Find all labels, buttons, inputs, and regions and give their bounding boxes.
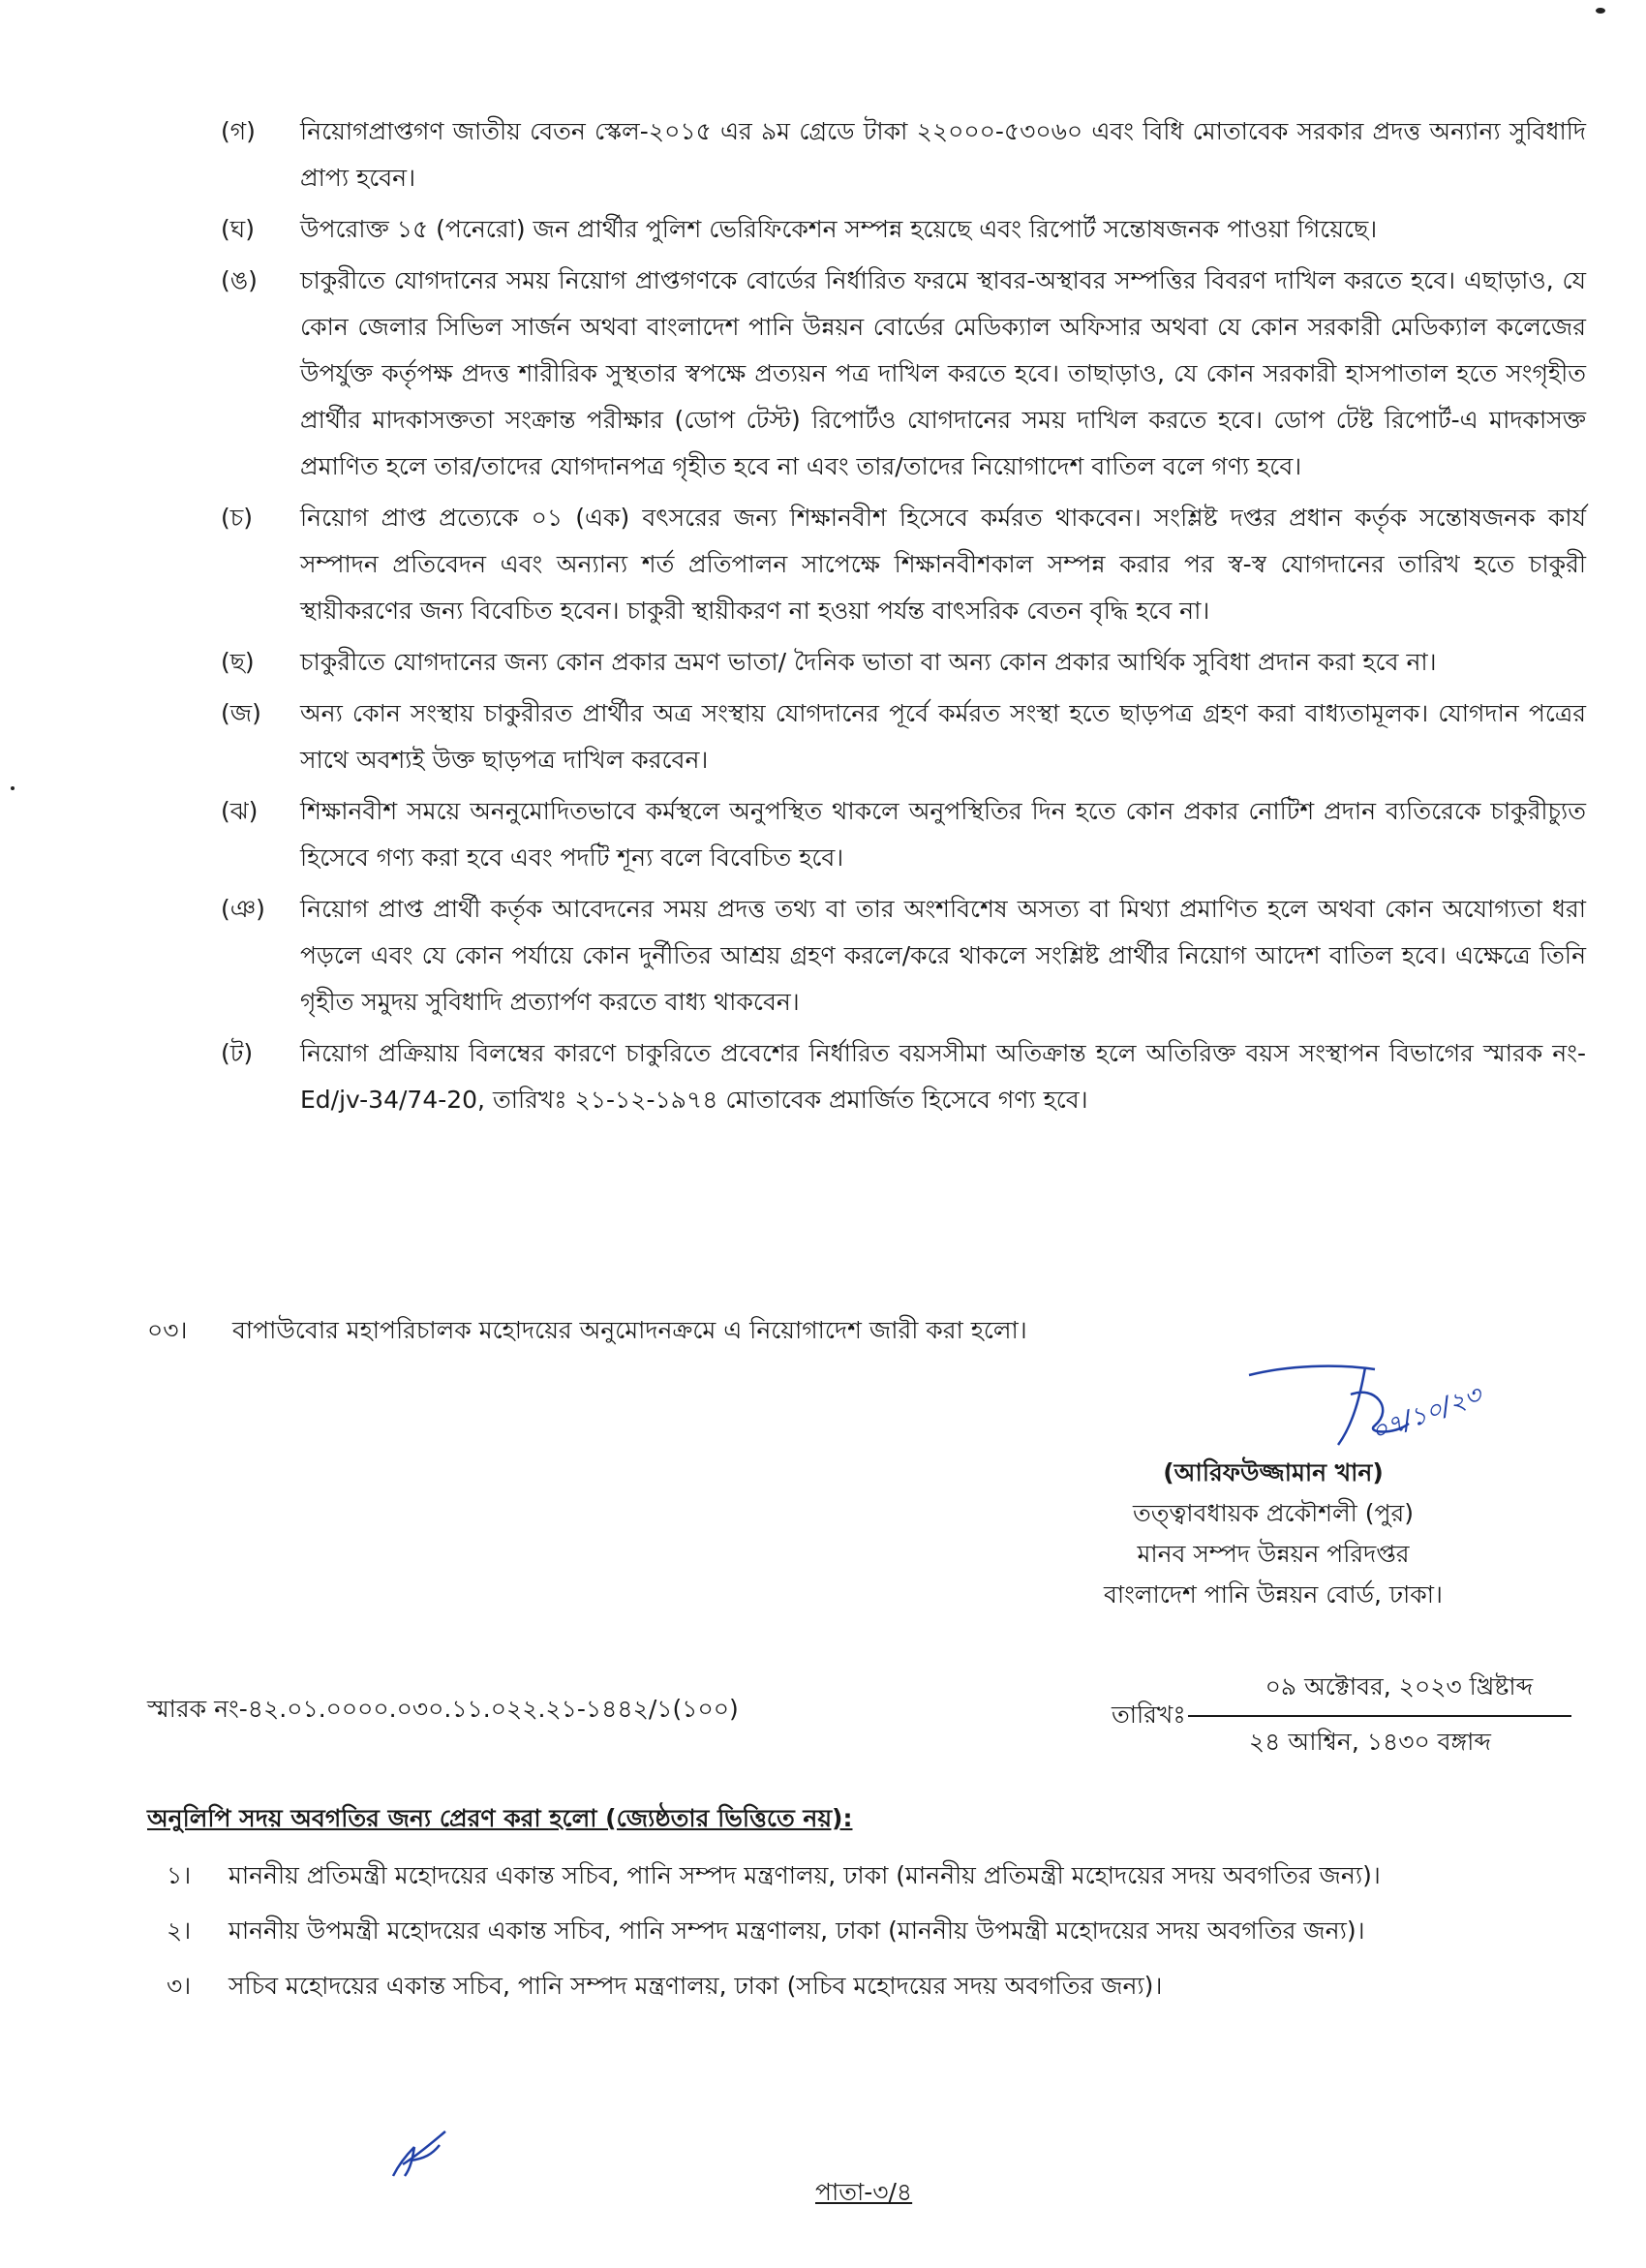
- approval-paragraph: [147, 1307, 1580, 1354]
- conditions-list: [221, 108, 1586, 1128]
- list-item: [167, 1848, 1561, 1903]
- list-item-number: ৩।: [167, 1972, 192, 2000]
- clause-text: চাকুরীতে যোগদানের সময় নিয়োগ প্রাপ্তগণকে বোর্ডের নির্ধারিত ফরমে স্থাবর-অস্থাবর সম্পত্তির বিবরণ দাখিল করতে হবে। এছাড়াও, যে কোন জেলার সিভিল সার্জন অথবা বাংলাদেশ পানি উন্নয়ন বোর্ডের মেডিক্যাল অফিসার অথবা যে কোন সরকারী মেডিক্যাল কলেজের উপর্যুক্ত কর্তৃপক্ষ প্রদত্ত শারীরিক সুস্থতার স্বপক্ষে প্রত্যয়ন পত্র দাখিল করতে হবে। তাছাড়াও, যে কোন সরকারী হাসপাতাল হতে সংগৃহীত প্রার্থীর মাদকাসক্ততা সংক্রান্ত পরীক্ষার (ডোপ টেস্ট) রিপোর্টও যোগদানের সময় দাখিল করতে হবে। ডোপ টেষ্ট রিপোর্ট-এ মাদকাসক্ত প্রমাণিত হলে তার/তাদের যোগদানপত্র গৃহীত হবে না এবং তার/তাদের নিয়োগাদেশ বাতিল বলে গণ্য হবে।: [300, 266, 1586, 480]
- clause-label: (গ): [221, 117, 256, 145]
- clause-text: নিয়োগ প্রাপ্ত প্রার্থী কর্তৃক আবেদনের সময় প্রদত্ত তথ্য বা তার অংশবিশেষ অসত্য বা মিথ্যা প্রমাণিত হলে অথবা কোন অযোগ্যতা ধরা পড়লে এবং যে কোন পর্যায়ে কোন দুর্নীতির আশ্রয় গ্রহণ করলে/করে থাকলে সংশ্লিষ্ট প্রার্থীর নিয়োগ আদেশ বাতিল হবে। এক্ষেত্রে তিনি গৃহীত সমুদয় সুবিধাদি প্রত্যার্পণ করতে বাধ্য থাকবেন।: [300, 895, 1586, 1016]
- clause-label: (ট): [221, 1039, 254, 1067]
- signatory-organization: বাংলাদেশ পানি উন্নয়ন বোর্ড, ঢাকা।: [1104, 1580, 1443, 1609]
- copy-distribution-heading: অনুলিপি সদয় অবগতির জন্য প্রেরণ করা হলো (জ্যেষ্ঠতার ভিত্তিতে নয়):: [147, 1804, 853, 1832]
- clause-cha: [221, 495, 1586, 634]
- paragraph-text: বাপাউবোর মহাপরিচালক মহোদয়ের অনুমোদনক্রমে এ নিয়োগাদেশ জারী করা হলো।: [232, 1316, 1027, 1344]
- clause-jha: [221, 788, 1586, 881]
- list-item-number: ১।: [167, 1861, 192, 1889]
- clause-chha: [221, 639, 1586, 686]
- list-item-text: মাননীয় প্রতিমন্ত্রী মহোদয়ের একান্ত সচিব, পানি সম্পদ মন্ত্রণালয়, ঢাকা (মাননীয় প্রতিমন্ত্রী মহোদয়ের সদয় অবগতির জন্য)।: [229, 1861, 1381, 1889]
- date-block: [1112, 1668, 1571, 1764]
- handwritten-initials: [385, 2126, 453, 2184]
- scan-speck: [11, 786, 15, 790]
- signatory-name: (আরিফউজ্জামান খান): [1163, 1458, 1384, 1486]
- clause-label: (জ): [221, 699, 261, 727]
- list-item-text: সচিব মহোদয়ের একান্ত সচিব, পানি সম্পদ মন্ত্রণালয়, ঢাকা (সচিব মহোদয়ের সদয় অবগতির জন্য)।: [229, 1972, 1163, 2000]
- clause-ga: [221, 108, 1586, 201]
- date-lines: [1188, 1668, 1572, 1764]
- clause-text: অন্য কোন সংস্থায় চাকুরীরত প্রার্থীর অত্র সংস্থায় যোগদানের পূর্বে কর্মরত সংস্থা হতে ছাড়পত্র গ্রহণ করা বাধ্যতামূলক। যোগদান পত্রের সাথে অবশ্যই উক্ত ছাড়পত্র দাখিল করবেন।: [300, 699, 1586, 774]
- page-number: পাতা-৩/৪: [815, 2178, 913, 2206]
- clause-text: চাকুরীতে যোগদানের জন্য কোন প্রকার ভ্রমণ ভাতা/ দৈনিক ভাতা বা অন্য কোন প্রকার আর্থিক সুবিধা প্রদান করা হবে না।: [300, 648, 1437, 676]
- clause-label: (চ): [221, 504, 253, 532]
- clause-gha: [221, 206, 1586, 253]
- clause-label: (ছ): [221, 648, 255, 676]
- clause-uma: [221, 258, 1586, 490]
- copy-distribution-list: [167, 1848, 1561, 2013]
- signatory-office: মানব সম্পদ উন্নয়ন পরিদপ্তর: [1137, 1540, 1410, 1568]
- paragraph-number: ০৩।: [147, 1316, 188, 1344]
- scan-speck: [1596, 8, 1605, 14]
- clause-ta: [221, 1030, 1586, 1123]
- memo-number: স্মারক নং-৪২.০১.০০০০.০৩০.১১.০২২.২১-১৪৪২/১(১০০): [147, 1695, 739, 1723]
- clause-label: (ঙ): [221, 266, 258, 294]
- clause-ja: [221, 690, 1586, 783]
- list-item-number: ২।: [167, 1916, 192, 1945]
- signatory-block: [1065, 1453, 1481, 1615]
- signatory-designation: তত্ত্বাবধায়ক প্রকৌশলী (পুর): [1133, 1499, 1414, 1527]
- gregorian-date: ০৯ অক্টোবর, ২০২৩ খ্রিষ্টাব্দ: [1188, 1668, 1572, 1717]
- clause-text: নিয়োগ প্রাপ্ত প্রত্যেকে ০১ (এক) বৎসরের জন্য শিক্ষানবীশ হিসেবে কর্মরত থাকবেন। সংশ্লিষ্ট দপ্তর প্রধান কর্তৃক সন্তোষজনক কার্য সম্পাদন প্রতিবেদন এবং অন্যান্য শর্ত প্রতিপালন সাপেক্ষে শিক্ষানবীশকাল সম্পন্ন করার পর স্ব-স্ব যোগদানের তারিখ হতে চাকুরী স্থায়ীকরণের জন্য বিবেচিত হবেন। চাকুরী স্থায়ীকরণ না হওয়া পর্যন্ত বাৎসরিক বেতন বৃদ্ধি হবে না।: [300, 504, 1586, 625]
- signature-date: ০৭/১০/২৩: [1367, 1380, 1486, 1448]
- clause-nya: [221, 886, 1586, 1026]
- clause-text: নিয়োগপ্রাপ্তগণ জাতীয় বেতন স্কেল-২০১৫ এর ৯ম গ্রেডে টাকা ২২০০০-৫৩০৬০ এবং বিধি মোতাবেক সরকার প্রদত্ত অন্যান্য সুবিধাদি প্রাপ্য হবেন।: [300, 117, 1586, 192]
- list-item-text: মাননীয় উপমন্ত্রী মহোদয়ের একান্ত সচিব, পানি সম্পদ মন্ত্রণালয়, ঢাকা (মাননীয় উপমন্ত্রী মহোদয়ের সদয় অবগতির জন্য)।: [229, 1916, 1365, 1945]
- date-label: তারিখঃ: [1112, 1700, 1186, 1729]
- clause-label: (ঘ): [221, 215, 255, 243]
- handwritten-signature: [1230, 1356, 1491, 1462]
- clause-text: শিক্ষানবীশ সময়ে অননুমোদিতভাবে কর্মস্থলে অনুপস্থিত থাকলে অনুপস্থিতির দিন হতে কোন প্রকার নোটিশ প্রদান ব্যতিরেকে চাকুরীচ্যুত হিসেবে গণ্য করা হবে এবং পদটি শূন্য বলে বিবেচিত হবে।: [300, 797, 1586, 872]
- clause-text: উপরোক্ত ১৫ (পনেরো) জন প্রার্থীর পুলিশ ভেরিফিকেশন সম্পন্ন হয়েছে এবং রিপোর্ট সন্তোষজনক পাওয়া গিয়েছে।: [300, 215, 1378, 243]
- clause-label: (ঝ): [221, 797, 259, 825]
- list-item: [167, 1903, 1561, 1958]
- clause-text: নিয়োগ প্রক্রিয়ায় বিলম্বের কারণে চাকুরিতে প্রবেশের নির্ধারিত বয়সসীমা অতিক্রান্ত হলে অতিরিক্ত বয়স সংস্থাপন বিভাগের স্মারক নং-Ed/jv-34/74-20, তারিখঃ ২১-১২-১৯৭৪ মোতাবেক প্রমার্জিত হিসেবে গণ্য হবে।: [300, 1039, 1586, 1114]
- bangla-date: ২৪ আশ্বিন, ১৪৩০ বঙ্গাব্দ: [1248, 1728, 1491, 1756]
- list-item: [167, 1958, 1561, 2013]
- clause-label: (ঞ): [221, 895, 265, 923]
